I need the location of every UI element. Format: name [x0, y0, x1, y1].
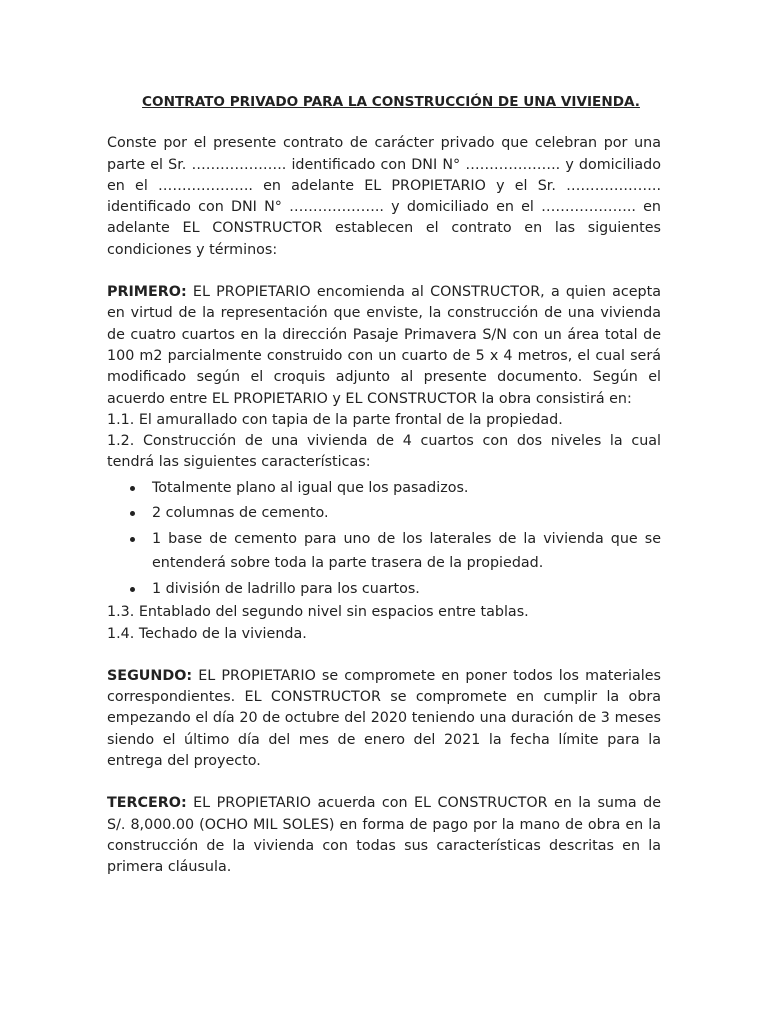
clause-tercero-label: TERCERO: [107, 795, 187, 812]
list-item-text: 1 división de ladrillo para los cuartos. [152, 580, 420, 597]
list-item-text: 2 columnas de cemento. [152, 505, 329, 522]
clause-tercero-text: EL PROPIETARIO acuerda con EL CONSTRUCTOR en la suma de S/. 8,000.00 (OCHO MIL SOLES) en forma de pago por la mano de obra en la construcción de la vivienda con todas sus características descritas en la primera cláusula. [107, 795, 661, 876]
clause-primero-body [107, 282, 661, 410]
list-item [152, 577, 661, 602]
list-item [152, 476, 661, 501]
bullet-icon [130, 511, 135, 516]
clause-segundo [107, 666, 661, 772]
bullet-icon [130, 486, 135, 491]
list-item-text: Totalmente plano al igual que los pasadizos. [152, 479, 469, 496]
list-item [152, 501, 661, 526]
item-1-3: 1.3. Entablado del segundo nivel sin espacios entre tablas. [107, 604, 529, 621]
list-item-text: 1 base de cemento para uno de los laterales de la vivienda que se entenderá sobre toda la parte trasera de la propiedad. [152, 530, 661, 572]
bullet-icon [130, 587, 135, 592]
intro-paragraph: Conste por el presente contrato de carácter privado que celebran por una parte el Sr. ……………….. identificado con DNI N° ……………….. y domiciliado en el ……………….. en adelante EL PROPIETARIO y el Sr. ……………….. identificado con DNI N° ……………….. y domiciliado en el ……………….. en adelante EL CONSTRUCTOR establecen el contrato en las siguientes condiciones y términos: [107, 135, 661, 258]
bullet-icon [130, 537, 135, 542]
characteristics-list [107, 476, 661, 602]
clause-segundo-label: SEGUNDO: [107, 667, 193, 684]
clause-tercero-body [107, 793, 661, 878]
clause-primero [107, 282, 661, 645]
clause-primero-text: EL PROPIETARIO encomienda al CONSTRUCTOR, a quien acepta en virtud de la representación que enviste, la construcción de una vivienda de cuatro cuartos en la dirección Pasaje Primavera S/N con un área total de 100 m2 parcialmente construido con un cuarto de 5 x 4 metros, el cual será modificado según el croquis adjunto al presente documento. Según el acuerdo entre EL PROPIETARIO y EL CONSTRUCTOR la obra consistirá en: [107, 284, 661, 407]
list-item [152, 527, 661, 576]
clause-primero-label: PRIMERO: [107, 284, 187, 301]
clause-segundo-text: EL PROPIETARIO se compromete en poner todos los materiales correspondientes. EL CONSTRUCTOR se compromete en cumplir la obra empezando el día 20 de octubre del 2020 teniendo una duración de 3 meses siendo el último día del mes de enero del 2021 la fecha límite para la entrega del proyecto. [107, 667, 661, 770]
document-title: CONTRATO PRIVADO PARA LA CONSTRUCCIÓN DE UNA VIVIENDA. [142, 94, 640, 110]
item-1-4: 1.4. Techado de la vivienda. [107, 625, 307, 642]
clause-segundo-body [107, 666, 661, 772]
clause-tercero [107, 793, 661, 878]
item-1-1: 1.1. El amurallado con tapia de la parte frontal de la propiedad. [107, 411, 563, 428]
item-1-2: 1.2. Construcción de una vivienda de 4 cuartos con dos niveles la cual tendrá las siguientes características: [107, 433, 661, 471]
